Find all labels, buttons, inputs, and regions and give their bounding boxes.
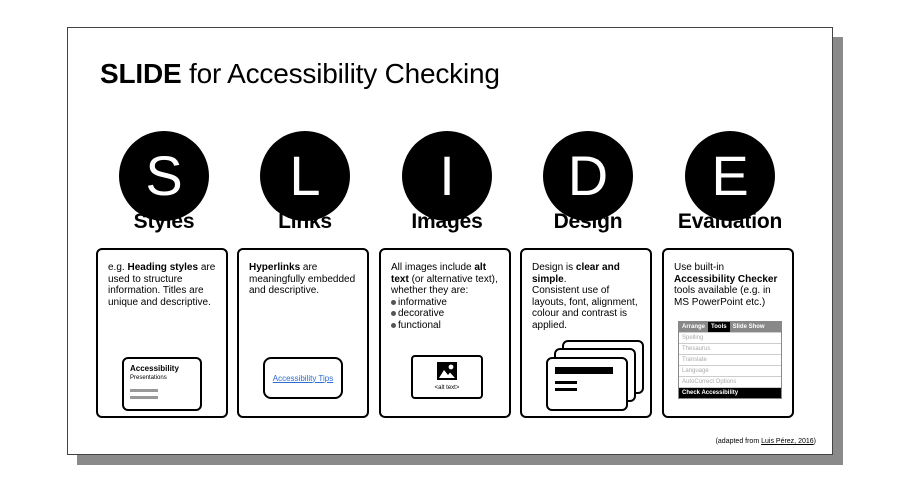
heading-evaluation: Evaluation: [677, 210, 783, 233]
list-item: decorative: [391, 308, 501, 320]
card-links: [237, 248, 369, 418]
heading-styles: Styles: [133, 210, 195, 233]
menu-item-check-accessibility[interactable]: Check Accessibility: [679, 387, 781, 398]
letter-circle-l: L: [260, 131, 350, 221]
heading-design: Design: [553, 210, 623, 233]
illustration-title: Accessibility: [130, 364, 179, 373]
title-bold: SLIDE: [100, 58, 182, 89]
page: [546, 357, 628, 411]
image-illustration: [411, 355, 483, 399]
menu-item-autocorrect[interactable]: AutoCorrect Options: [679, 376, 781, 387]
menu-item-spelling[interactable]: Spelling: [679, 332, 781, 343]
menu-tabs: [679, 322, 781, 332]
heading-images: Images: [411, 210, 483, 233]
credit: (adapted from Luis Pérez, 2016): [715, 438, 816, 445]
text-line: [130, 389, 158, 392]
menu-item-language[interactable]: Language: [679, 365, 781, 376]
illustration-subtitle: Presentations: [130, 375, 167, 381]
link-illustration: [263, 357, 343, 399]
letter-circle-s: S: [119, 131, 209, 221]
letter-circle-i: I: [402, 131, 492, 221]
credit-link[interactable]: Luis Pérez, 2016: [761, 438, 814, 445]
title-rest: for Accessibility Checking: [181, 58, 500, 89]
card-styles: [96, 248, 228, 418]
desc-design: Design is clear and simple. Consistent use of layouts, font, alignment, colour and contrast is applied.: [532, 262, 638, 331]
desc-images: All images include alt text (or alternative text), whether they are: informative decorative functional: [391, 262, 501, 331]
card-design: [520, 248, 652, 418]
letter-circle-d: D: [543, 131, 633, 221]
text-line: [130, 396, 158, 399]
accessibility-tips-link[interactable]: Accessibility Tips: [272, 373, 334, 383]
list-item: functional: [391, 320, 501, 332]
card-evaluation: [662, 248, 794, 418]
menu-item-thesaurus[interactable]: Thesaurus: [679, 343, 781, 354]
slide: [67, 27, 833, 455]
letter-circle-e: E: [685, 131, 775, 221]
desc-links: Hyperlinks are meaningfully embedded and descriptive.: [249, 262, 356, 296]
image-type-list: [391, 297, 501, 332]
heading-links: Links: [278, 210, 332, 233]
slide-title: [100, 58, 500, 90]
alt-text-label: <alt text>: [434, 385, 460, 391]
tab-arrange[interactable]: Arrange: [682, 324, 706, 330]
tab-slide-show[interactable]: Slide Show: [732, 324, 765, 330]
picture-icon: [437, 362, 457, 380]
desc-styles: e.g. Heading styles are used to structure information. Titles are unique and descriptive.: [108, 262, 216, 308]
menu-item-translate[interactable]: Translate: [679, 354, 781, 365]
tab-tools[interactable]: Tools: [708, 322, 730, 332]
card-images: [379, 248, 511, 418]
list-item: informative: [391, 297, 501, 309]
accessibility-card-illustration: [122, 357, 202, 411]
tools-menu-illustration: [678, 321, 782, 399]
desc-evaluation: Use built-in Accessibility Checker tools available (e.g. in MS PowerPoint etc.): [674, 262, 778, 308]
